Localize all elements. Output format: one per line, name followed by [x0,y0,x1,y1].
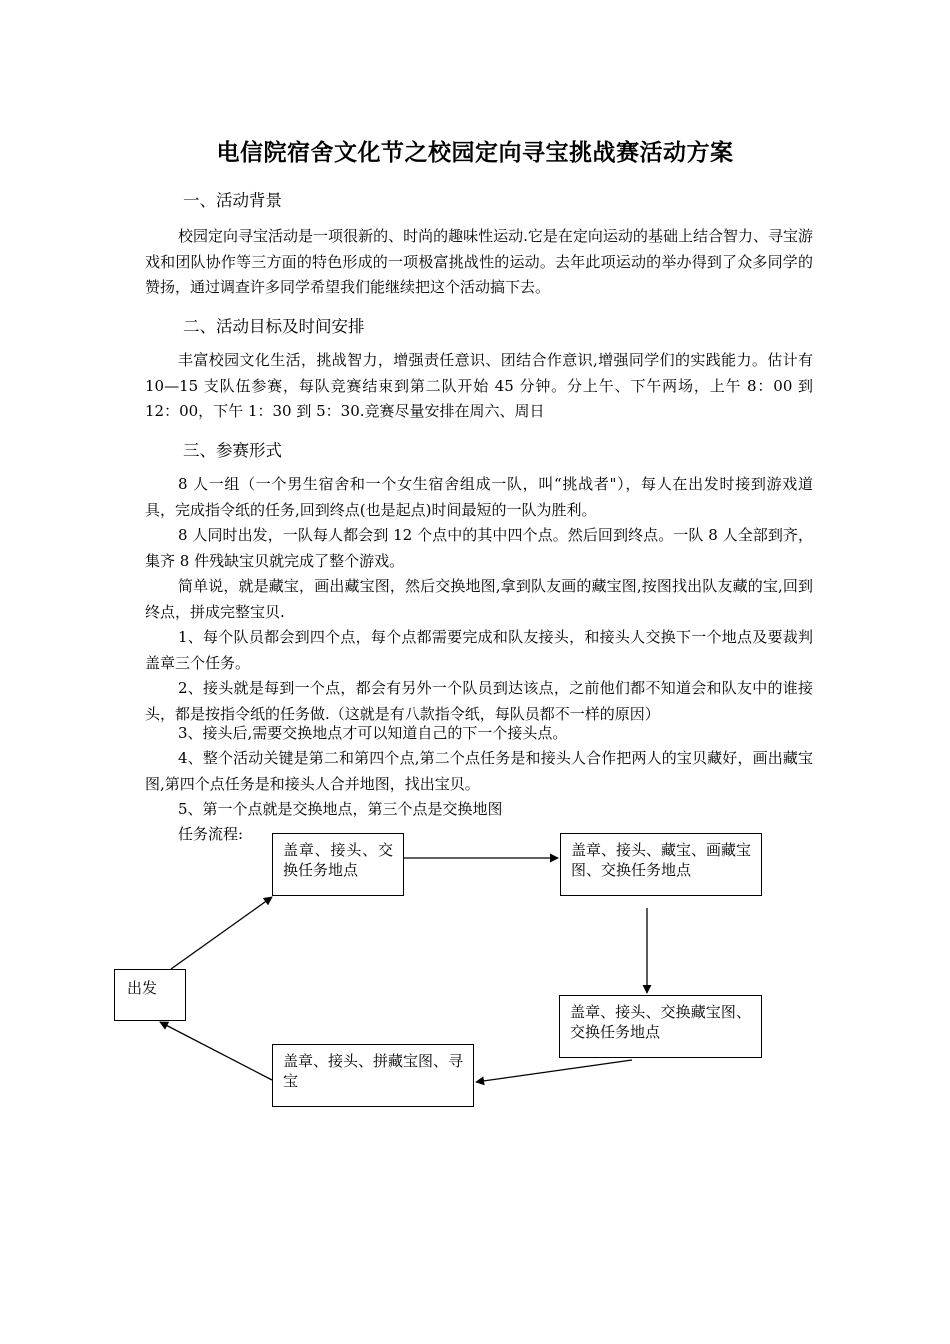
section-heading-background: 一、活动背景 [183,191,282,210]
document-title: 电信院宿舍文化节之校园定向寻宝挑战赛活动方案 [216,140,734,166]
arrow-step4-to-start [160,1022,272,1080]
paragraph-rule-5: 5、第一个点就是交换地点，第三个点是交换地图 [178,800,503,818]
arrow-start-to-step1 [171,897,272,969]
section-heading-goals: 二、活动目标及时间安排 [183,317,365,336]
paragraph-format-3: 简单说，就是藏宝，画出藏宝图，然后交换地图,拿到队友画的藏宝图,按图找出队友藏的宝,回到终点，拼成完整宝贝. [145,577,813,621]
flow-label: 任务流程: [178,825,244,843]
paragraph-rule-3: 3、接头后,需要交换地点才可以知道自己的下一个接头点。 [178,724,568,742]
flow-box-step3: 盖章、接头、交换藏宝图、交换任务地点 [559,995,762,1058]
section-heading-format: 三、参赛形式 [183,441,282,460]
flow-box-step4: 盖章、接头、拼藏宝图、寻宝 [272,1044,474,1107]
paragraph-rule-2: 2、接头就是每到一个点，都会有另外一个队员到达该点，之前他们都不知道会和队友中的谁接头，都是按指令纸的任务做.（这就是有八款指令纸，每队员都不一样的原因） [145,679,813,723]
paragraph-format-1: 8 人一组（一个男生宿舍和一个女生宿舍组成一队，叫“挑战者"），每人在出发时接到游戏道具，完成指令纸的任务,回到终点(也是起点)时间最短的一队为胜利。 [145,475,813,519]
flow-box-step1: 盖章、接头、交换任务地点 [272,833,404,896]
arrow-step3-to-step4 [476,1060,632,1082]
flow-box-start: 出发 [114,969,186,1021]
paragraph-background: 校园定向寻宝活动是一项很新的、时尚的趣味性运动.它是在定向运动的基础上结合智力、寻宝游戏和团队协作等三方面的特色形成的一项极富挑战性的运动。去年此项运动的举办得到了众多同学的赞扬，通过调查许多同学希望我们能继续把这个活动搞下去。 [145,227,813,296]
flow-box-step2: 盖章、接头、藏宝、画藏宝图、交换任务地点 [560,833,762,896]
paragraph-rule-1: 1、每个队员都会到四个点，每个点都需要完成和队友接头，和接头人交换下一个地点及要裁判盖章三个任务。 [145,628,813,672]
paragraph-rule-4: 4、整个活动关键是第二和第四个点,第二个点任务是和接头人合作把两人的宝贝藏好，画出藏宝图,第四个点任务是和接头人合并地图，找出宝贝。 [145,749,813,793]
paragraph-goals: 丰富校园文化生活，挑战智力，增强责任意识、团结合作意识,增强同学们的实践能力。估计有 10—15 支队伍参赛，每队竞赛结束到第二队开始 45 分钟。分上午、下午两场，上午 8：00 到 12：00，下午 1：30 到 5：30.竞赛尽量安排在周六、周日 [145,351,813,420]
paragraph-format-2: 8 人同时出发，一队每人都会到 12 个点中的其中四个点。然后回到终点。一队 8 人全部到齐，集齐 8 件残缺宝贝就完成了整个游戏。 [145,526,813,570]
